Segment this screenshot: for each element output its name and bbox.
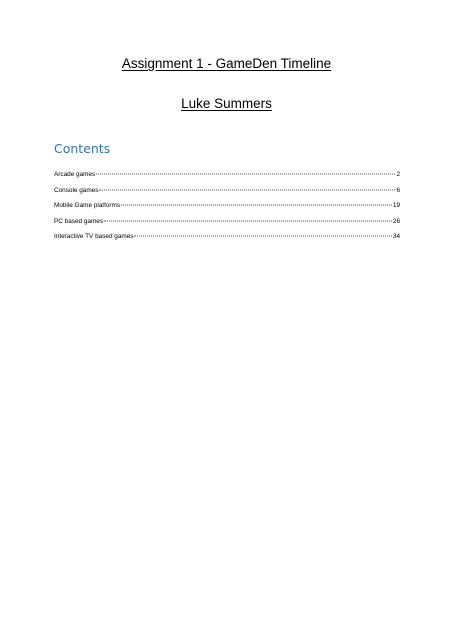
toc-entry-label: Mobile Game platforms <box>54 202 121 209</box>
document-title: Assignment 1 - GameDen Timeline <box>121 56 332 71</box>
toc-dot-leader <box>121 205 392 206</box>
toc-entry-arcade-games[interactable] <box>54 170 400 186</box>
toc-entry-page: 19 <box>392 202 400 209</box>
toc-entry-label: Console games <box>54 186 99 194</box>
toc-entry-console-games[interactable] <box>54 186 400 202</box>
toc-dot-leader <box>99 189 395 190</box>
toc-entry-page: 34 <box>392 233 400 240</box>
toc-dot-leader <box>134 236 391 237</box>
toc-entry-label: PC based games <box>54 217 104 225</box>
toc-entry-pc-based-games[interactable] <box>54 217 400 233</box>
toc-entry-page: 26 <box>392 217 400 225</box>
toc-entry-label: Interactive TV based games <box>54 233 134 240</box>
toc-dot-leader <box>104 220 392 221</box>
document-author: Luke Summers <box>181 96 272 111</box>
toc-heading: Contents <box>54 141 111 156</box>
toc-entry-page: 2 <box>396 171 400 178</box>
toc-entry-interactive-tv-based-games[interactable] <box>54 232 400 248</box>
toc-entry-mobile-game-platforms[interactable] <box>54 201 400 217</box>
toc-entry-page: 6 <box>396 186 400 194</box>
toc-dot-leader <box>96 174 395 175</box>
table-of-contents <box>54 170 400 248</box>
toc-entry-label: Arcade games <box>54 171 96 178</box>
